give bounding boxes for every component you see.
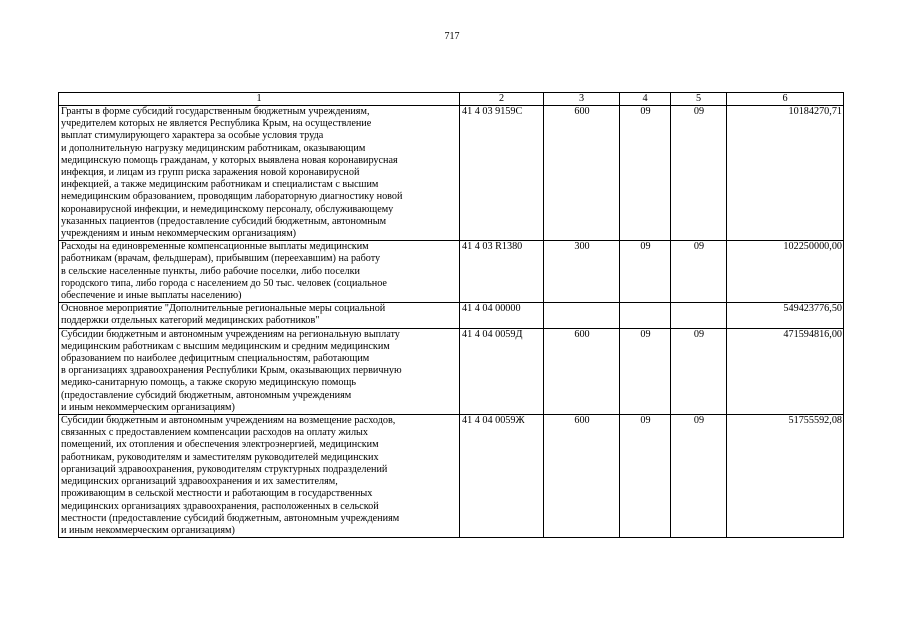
row-code: 41 4 04 00000 (460, 303, 544, 328)
description-line: (предоставление субсидий бюджетным, автономным учреждениям (61, 389, 352, 401)
table-row (59, 241, 844, 303)
table-row (59, 328, 844, 414)
description-line: учредителем которых не является Республика Крым, на осуществление (61, 118, 372, 130)
table-header-row (59, 93, 844, 106)
description-line: Субсидии бюджетным и автономным учреждениям на возмещение расходов, (61, 415, 396, 427)
description-line: немедицинским образованием, проводящим лабораторную диагностику новой (61, 191, 403, 203)
row-col-4 (620, 303, 671, 328)
description-line: инфекцией, а также медицинским работникам и специалистам с высшим (61, 179, 379, 191)
description-line: работникам (врачам, фельдшерам), прибывшим (переехавшим) на работу (61, 253, 381, 265)
header-col-6: 6 (727, 93, 844, 106)
header-col-1: 1 (59, 93, 460, 106)
row-code: 41 4 03 R1380 (460, 241, 544, 303)
description-line: в организациях здравоохранения Республики Крым, оказывающих первичную (61, 365, 402, 377)
description-line: местности (предоставление субсидий бюджетным, автономным учреждениям (61, 512, 400, 524)
row-col-3: 600 (544, 415, 620, 538)
row-description (59, 415, 460, 538)
table-body (59, 106, 844, 538)
row-col-3 (544, 303, 620, 328)
row-col-4: 09 (620, 106, 671, 241)
row-col-5 (671, 303, 727, 328)
description-line: и дополнительную нагрузку медицинским работникам, оказывающим (61, 142, 366, 154)
description-line: в сельские населенные пункты, либо рабочие поселки, либо поселки (61, 265, 361, 277)
row-col-3: 600 (544, 106, 620, 241)
description-line: медицинскую помощь гражданам, у которых выявлена новая коронавирусная (61, 154, 398, 166)
header-col-5: 5 (671, 93, 727, 106)
description-line: организаций здравоохранения, руководителям структурных подразделений (61, 463, 388, 475)
row-col-4: 09 (620, 241, 671, 303)
row-col-5: 09 (671, 415, 727, 538)
table-row (59, 303, 844, 328)
header-col-3: 3 (544, 93, 620, 106)
description-line: работникам, руководителям и заместителям руководителей медицинских (61, 451, 379, 463)
budget-table (58, 92, 844, 538)
row-amount: 549423776,50 (727, 303, 844, 328)
description-line: Основное мероприятие "Дополнительные региональные меры социальной (61, 303, 386, 315)
row-col-5: 09 (671, 328, 727, 414)
description-line: связанных с предоставлением компенсации расходов на оплату жилых (61, 427, 368, 439)
row-col-3: 300 (544, 241, 620, 303)
description-line: Расходы на единовременные компенсационные выплаты медицинским (61, 241, 369, 253)
description-line: инфекция, и лицам из групп риска заражения новой коронавирусной (61, 167, 360, 179)
row-col-5: 09 (671, 106, 727, 241)
description-line: и иным некоммерческим организациям) (61, 524, 235, 536)
description-line: медицинским работникам с высшим медицинским и средним медицинским (61, 340, 390, 352)
description-line: проживающим в сельской местности и работающим в государственных (61, 488, 373, 500)
description-line: Гранты в форме субсидий государственным бюджетным учреждениям, (61, 106, 370, 117)
description-line: медицинских организациях здравоохранения, расположенных в сельской (61, 500, 379, 512)
description-line: образованием по наиболее дефицитным специальностям, работающим (61, 353, 370, 365)
row-description (59, 328, 460, 414)
row-col-5: 09 (671, 241, 727, 303)
description-line: указанных пациентов (предоставление субсидий бюджетным, автономным (61, 215, 387, 227)
row-code: 41 4 04 0059Ж (460, 415, 544, 538)
table-row (59, 106, 844, 241)
description-line: медико-санитарную помощь, а также скорую медицинскую помощь (61, 377, 356, 389)
header-col-2: 2 (460, 93, 544, 106)
description-line: городского типа, либо города с населением до 50 тыс. человек (социальное (61, 277, 387, 289)
row-col-3: 600 (544, 328, 620, 414)
row-col-4: 09 (620, 328, 671, 414)
row-description (59, 106, 460, 241)
row-code: 41 4 04 0059Д (460, 328, 544, 414)
description-line: поддержки отдельных категорий медицинских работников" (61, 315, 320, 327)
row-amount: 102250000,00 (727, 241, 844, 303)
row-description (59, 303, 460, 328)
row-description (59, 241, 460, 303)
description-line: Субсидии бюджетным и автономным учреждениям на региональную выплату (61, 328, 400, 340)
row-amount: 471594816,00 (727, 328, 844, 414)
description-line: и иным некоммерческим организациям) (61, 401, 235, 413)
row-code: 41 4 03 9159С (460, 106, 544, 241)
description-line: коронавирусной инфекции, и немедицинскому персоналу, обслуживающему (61, 203, 394, 215)
row-amount: 10184270,71 (727, 106, 844, 241)
description-line: выплат стимулирующего характера за особые условия труда (61, 130, 324, 142)
row-amount: 51755592,08 (727, 415, 844, 538)
description-line: обеспечение и иные выплаты населению) (61, 290, 242, 302)
description-line: помещений, их отопления и обеспечения электроэнергией, медицинским (61, 439, 379, 451)
description-line: медицинских организаций здравоохранения и их заместителям, (61, 476, 338, 488)
table-row (59, 415, 844, 538)
description-line: учреждениям и иным некоммерческим организациям) (61, 228, 297, 240)
header-col-4: 4 (620, 93, 671, 106)
row-col-4: 09 (620, 415, 671, 538)
page-number: 717 (444, 31, 460, 42)
